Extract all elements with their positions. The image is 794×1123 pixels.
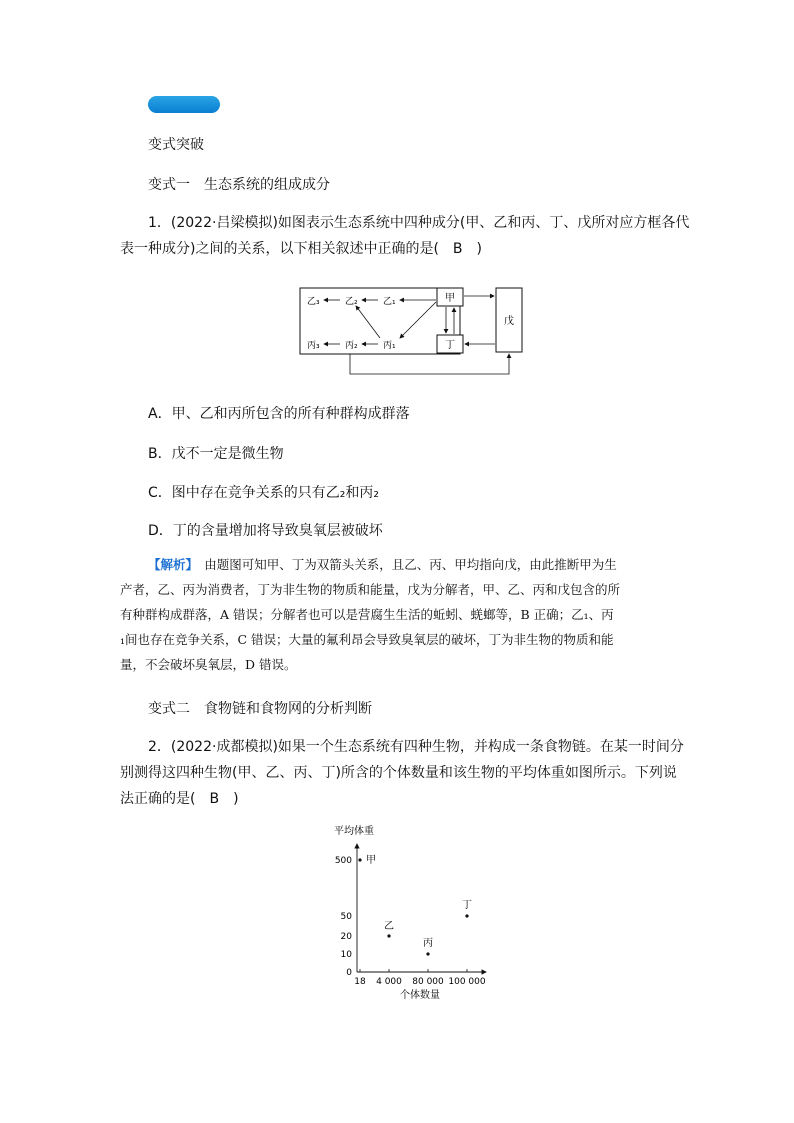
yi3-label: 乙₃ (307, 297, 320, 307)
question-1 (120, 210, 690, 262)
analysis-line3: 有种群构成群落，A 错误；分解者也可以是营腐生生活的蚯蚓、蜣螂等，B 正确；乙₁、丙 (120, 607, 614, 622)
analysis-line4: ₁间也存在竞争关系，C 错误；大量的氟利昂会导致臭氧层的破坏，丁为非生物的物质和能 (120, 632, 614, 647)
question-2-line1: 2．(2022·成都模拟)如果一个生态系统有四种生物，并构成一条食物链。在某一时间分 (148, 739, 684, 755)
question-2-line3: 法正确的是( B ) (120, 791, 239, 807)
analysis-tag: 【解析】 (148, 557, 192, 572)
data-point-label-2: 丙 (423, 938, 433, 949)
arrow-jia-bing1 (400, 302, 436, 338)
jia-label: 甲 (445, 293, 455, 304)
option-d: D．丁的含量增加将导致臭氧层被破坏 (148, 523, 383, 539)
y-axis-label: 平均体重 (334, 826, 374, 837)
analysis-line5: 量，不会破坏臭氧层，D 错误。 (120, 657, 297, 672)
data-point-0 (358, 858, 361, 861)
option-a: A．甲、乙和丙所包含的所有种群构成群落 (148, 406, 410, 422)
x-tick-label-0: 18 (354, 977, 366, 987)
variant2-heading: 变式二 食物链和食物网的分析判断 (148, 701, 372, 717)
y-tick-label-2: 20 (340, 932, 352, 942)
x-tick-label-3: 100 000 (448, 977, 486, 987)
option-c: C．图中存在竞争关系的只有乙₂和丙₂ (148, 485, 379, 501)
analysis-line2: 产者，乙、丙为消费者，丁为非生物的物质和能量，戊为分解者，甲、乙、丙和戊包含的所 (120, 582, 621, 597)
section-title: 变式突破 (148, 137, 204, 153)
question-1-line2: 表一种成分)之间的关系，以下相关叙述中正确的是( B ) (120, 241, 482, 257)
y-tick-label-4: 500 (334, 856, 352, 866)
arrow-bing1-yi2 (356, 306, 380, 338)
x-axis-label: 个体数量 (400, 990, 440, 1001)
analysis-block (120, 552, 688, 677)
y-tick-label-1: 10 (340, 950, 352, 960)
bing2-label: 丙₂ (345, 341, 358, 351)
yi2-label: 乙₂ (345, 297, 358, 307)
question-2 (120, 734, 688, 812)
y-tick-label-0: 0 (346, 968, 352, 978)
data-point-2 (426, 952, 429, 955)
arrow-organisms-wu (350, 354, 509, 374)
scatter-chart (330, 820, 500, 1010)
data-point-label-0: 甲 (366, 855, 376, 866)
data-point-label-3: 丁 (462, 900, 472, 911)
variant1-heading: 变式一 生态系统的组成成分 (148, 177, 330, 193)
ecosystem-diagram (290, 280, 530, 380)
y-tick-label-3: 50 (340, 912, 352, 922)
data-point-3 (465, 914, 468, 917)
wu-label: 戊 (504, 316, 514, 327)
data-point-label-1: 乙 (384, 921, 394, 932)
ding-label: 丁 (445, 340, 455, 351)
option-b: B．戊不一定是微生物 (148, 446, 284, 462)
bing1-label: 丙₁ (383, 341, 396, 351)
x-tick-label-2: 80 000 (412, 977, 444, 987)
yi1-label: 乙₁ (383, 297, 396, 307)
question-1-line1: 1．(2022·吕梁模拟)如图表示生态系统中四种成分(甲、乙和丙、丁、戊所对应方框各代 (148, 215, 690, 231)
data-point-1 (387, 934, 390, 937)
analysis-line1: 由题图可知甲、丁为双箭头关系，且乙、丙、甲均指向戊，由此推断甲为生 (191, 557, 617, 572)
question-2-line2: 别测得这四种生物(甲、乙、丙、丁)所含的个体数量和该生物的平均体重如图所示。下列说 (120, 765, 677, 781)
section-badge (148, 96, 220, 113)
x-tick-label-1: 4 000 (376, 977, 402, 987)
bing3-label: 丙₃ (307, 341, 320, 351)
